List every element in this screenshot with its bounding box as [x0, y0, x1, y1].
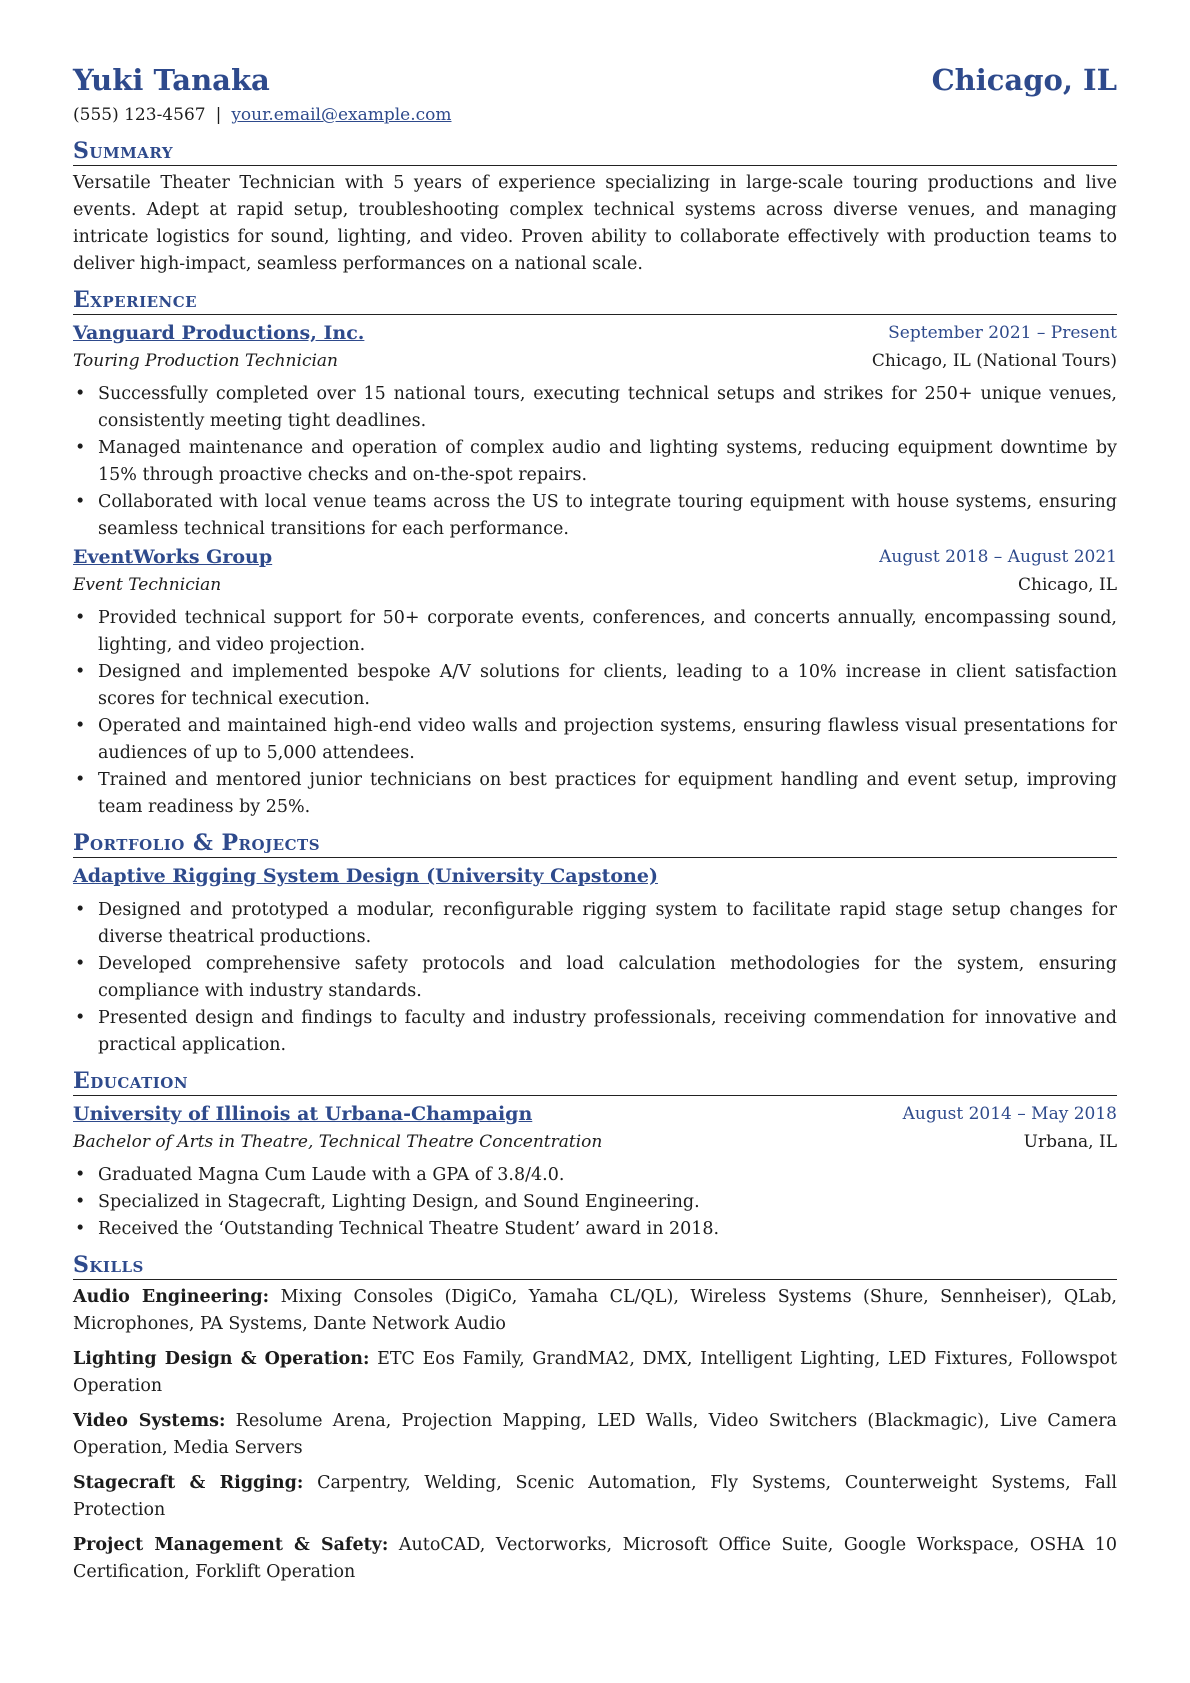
- bullet-item: • Designed and prototyped a modular, reconfigurable rigging system to facilitate rapid stage setup changes for diverse theatrical productions.: [98, 897, 1117, 951]
- candidate-name: Yuki Tanaka: [73, 63, 270, 97]
- education-bullets: [73, 1162, 1117, 1243]
- skill-label: Audio Engineering:: [73, 1287, 270, 1307]
- experience-heading: Experience: [73, 286, 1117, 315]
- summary-text: Versatile Theater Technician with 5 years of experience specializing in large-scale touring productions and live events. Adept at rapid setup, troubleshooting complex technical systems across diverse venues, and managing intricate logistics for sound, lighting, and video. Proven ability to collaborate effectively with production teams to deliver high-impact, seamless performances on a national scale.: [73, 173, 1117, 274]
- job-bullets: [73, 605, 1117, 821]
- job-company-link[interactable]: EventWorks Group: [73, 546, 273, 568]
- bullet-item: • Received the ‘Outstanding Technical Theatre Student’ award in 2018.: [98, 1216, 1117, 1243]
- school-link[interactable]: University of Illinois at Urbana-Champaign: [73, 1103, 533, 1125]
- portfolio-heading: Portfolio & Projects: [73, 829, 1117, 858]
- skill-line: [73, 1470, 1117, 1524]
- bullet-item: • Specialized in Stagecraft, Lighting Design, and Sound Engineering.: [98, 1189, 1117, 1216]
- bullet-item: • Provided technical support for 50+ corporate events, conferences, and concerts annually, encompassing sound, lighting, and video projection.: [98, 605, 1117, 659]
- contact-separator: |: [215, 105, 222, 125]
- summary-heading: Summary: [73, 137, 1117, 166]
- education-location: Urbana, IL: [1023, 1132, 1117, 1152]
- skill-label: Lighting Design & Operation:: [73, 1349, 370, 1369]
- bullet-item: • Managed maintenance and operation of complex audio and lighting systems, reducing equipment downtime by 15% through proactive checks and on-the-spot repairs.: [98, 435, 1117, 489]
- skill-text: Carpentry, Welding, Scenic Automation, Fly Systems, Counterweight Systems, Fall Protection: [73, 1473, 1117, 1520]
- skill-text: ETC Eos Family, GrandMA2, DMX, Intelligent Lighting, LED Fixtures, Followspot Operation: [73, 1349, 1117, 1396]
- job-location: Chicago, IL (National Tours): [871, 351, 1117, 371]
- bullet-item: • Developed comprehensive safety protocols and load calculation methodologies for the system, ensuring compliance with industry standards.: [98, 951, 1117, 1005]
- project-title-link[interactable]: Adaptive Rigging System Design (University Capstone): [73, 865, 658, 887]
- skill-label: Video Systems:: [73, 1411, 226, 1431]
- email-link[interactable]: your.email@example.com: [231, 105, 452, 125]
- job-bullets: [73, 381, 1117, 543]
- phone-number: (555) 123-4567: [73, 105, 206, 125]
- skills-heading: Skills: [73, 1251, 1117, 1280]
- job-role: Touring Production Technician: [73, 351, 338, 371]
- skill-text: Resolume Arena, Projection Mapping, LED Walls, Video Switchers (Blackmagic), Live Camera Operation, Media Servers: [73, 1411, 1117, 1458]
- bullet-item: • Successfully completed over 15 national tours, executing technical setups and strikes for 250+ unique venues, consistently meeting tight deadlines.: [98, 381, 1117, 435]
- bullet-item: • Trained and mentored junior technicians on best practices for equipment handling and event setup, improving team readiness by 25%.: [98, 767, 1117, 821]
- bullet-item: • Operated and maintained high-end video walls and projection systems, ensuring flawless visual presentations for audiences of up to 5,000 attendees.: [98, 713, 1117, 767]
- skill-label: Stagecraft & Rigging:: [73, 1473, 304, 1493]
- skill-line: [73, 1408, 1117, 1462]
- contact-line: [73, 102, 1117, 129]
- degree: Bachelor of Arts in Theatre, Technical Theatre Concentration: [73, 1132, 603, 1152]
- skill-label: Project Management & Safety:: [73, 1535, 389, 1555]
- candidate-location: Chicago, IL: [931, 63, 1117, 97]
- job-company-link[interactable]: Vanguard Productions, Inc.: [73, 322, 365, 344]
- job-role: Event Technician: [73, 575, 222, 595]
- bullet-item: • Designed and implemented bespoke A/V solutions for clients, leading to a 10% increase in client satisfaction scores for technical execution.: [98, 659, 1117, 713]
- skill-line: [73, 1346, 1117, 1400]
- skill-line: [73, 1284, 1117, 1338]
- bullet-item: • Presented design and findings to faculty and industry professionals, receiving commendation for innovative and practical application.: [98, 1005, 1117, 1059]
- skill-line: [73, 1532, 1117, 1586]
- job-entry: [73, 319, 1117, 543]
- bullet-item: • Collaborated with local venue teams across the US to integrate touring equipment with house systems, ensuring seamless technical transitions for each performance.: [98, 489, 1117, 543]
- resume-header: [73, 62, 1117, 98]
- education-dates: August 2014 – May 2018: [902, 1104, 1117, 1124]
- project-bullets: [73, 897, 1117, 1059]
- bullet-item: • Graduated Magna Cum Laude with a GPA of 3.8/4.0.: [98, 1162, 1117, 1189]
- skill-text: Mixing Consoles (DigiCo, Yamaha CL/QL), Wireless Systems (Shure, Sennheiser), QLab, Microphones, PA Systems, Dante Network Audio: [73, 1287, 1117, 1334]
- job-location: Chicago, IL: [1018, 575, 1117, 595]
- education-heading: Education: [73, 1067, 1117, 1096]
- skill-text: AutoCAD, Vectorworks, Microsoft Office Suite, Google Workspace, OSHA 10 Certification, Forklift Operation: [73, 1535, 1117, 1582]
- job-dates: August 2018 – August 2021: [879, 547, 1117, 567]
- job-dates: September 2021 – Present: [888, 323, 1117, 343]
- job-entry: [73, 543, 1117, 821]
